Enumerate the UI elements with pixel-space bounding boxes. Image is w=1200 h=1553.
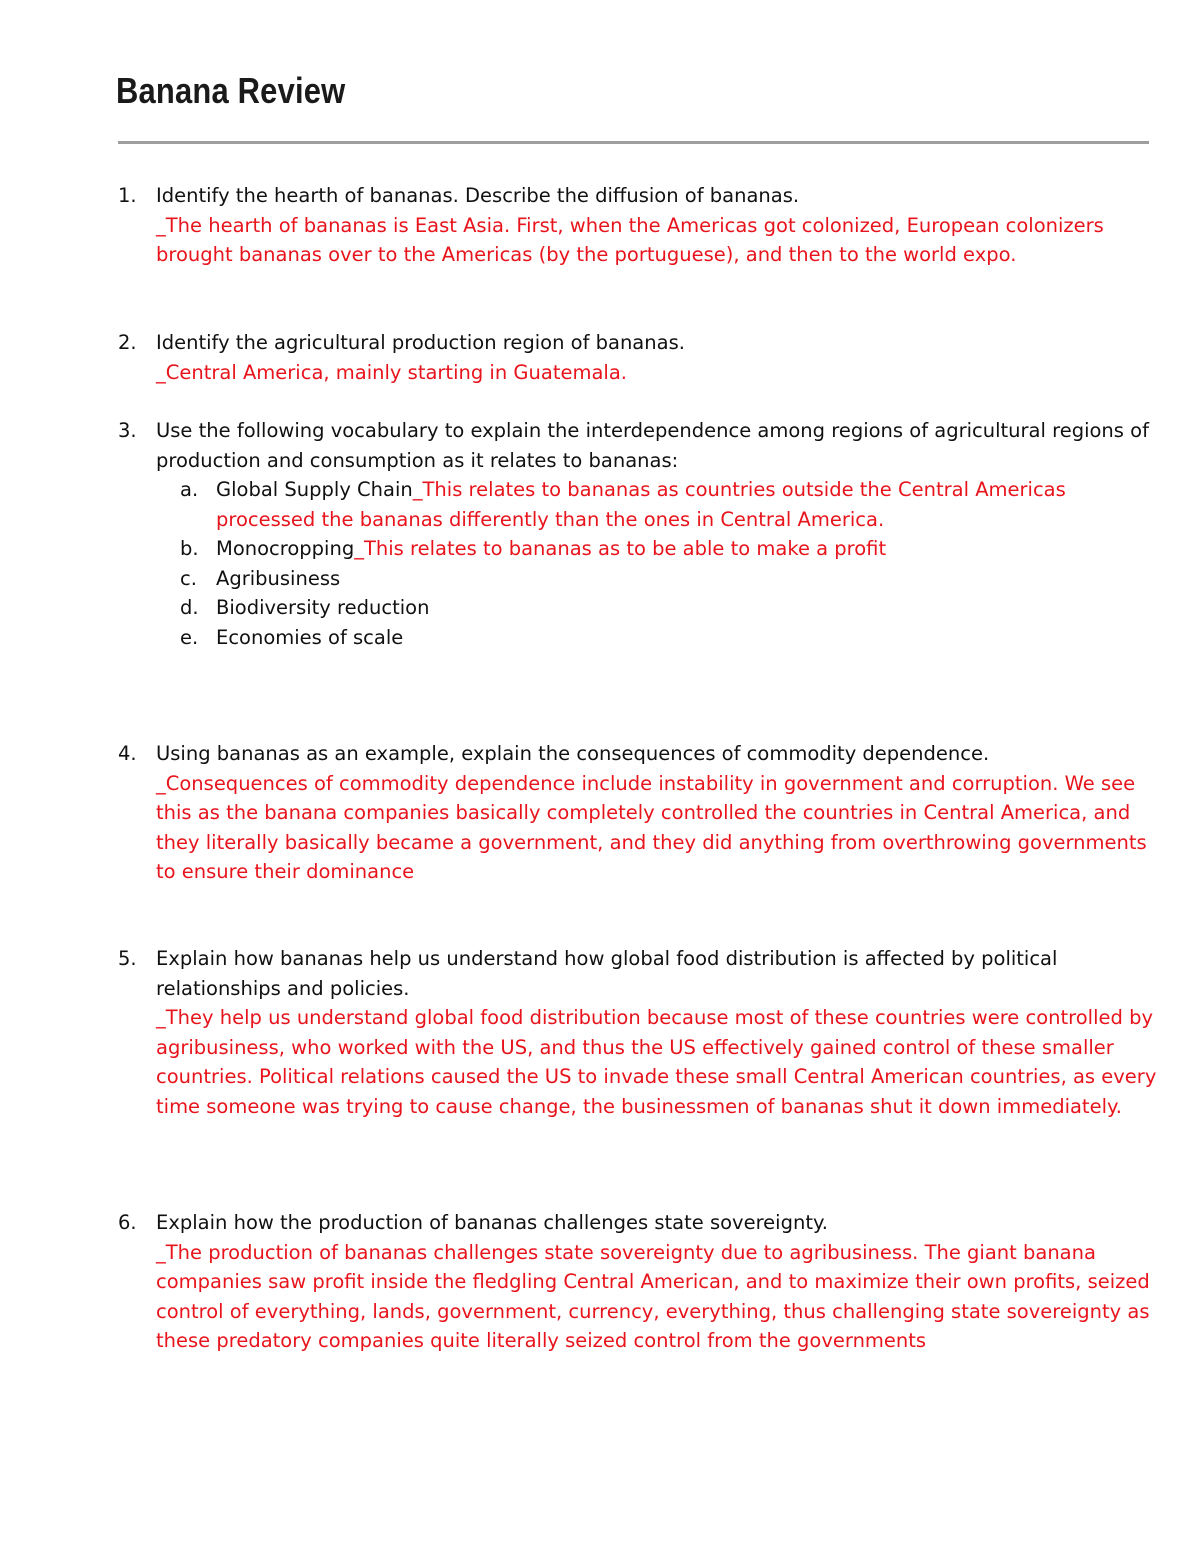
question-prompt: Use the following vocabulary to explain the interdependence among regions of agricultural regions of production and consumption as it relates to bananas: [156,419,1149,472]
answer-text: _The production of bananas challenges state sovereignty due to agribusiness. The giant banana companies saw profit inside the fledgling Central American, and to maximize their own profits, seized control of everything, lands, government, currency, everything, thus challenging state sovereignty as these predatory companies quite literally seized control from the governments [156,1240,1150,1352]
question-1 [118,181,1158,270]
question-number: 1. [118,184,137,207]
answer-text: _Central America, mainly starting in Guatemala. [156,360,627,384]
question-5 [118,944,1158,1121]
title-divider [118,141,1149,144]
question-prompt: Identify the agricultural production region of bananas. [156,331,685,354]
question-prompt: Using bananas as an example, explain the consequences of commodity dependence. [156,742,990,765]
list-item [118,564,1158,594]
list-letter: c. [180,566,197,590]
vocab-answer: _This relates to bananas as to be able to make a profit [354,537,887,560]
question-prompt: Explain how the production of bananas challenges state sovereignty. [156,1211,828,1234]
list-letter: d. [180,596,199,619]
answer-text: _Consequences of commodity dependence include instability in government and corruption. We see this as the banana companies basically completely controlled the countries in Central America, and they literally basically became a government, and they did anything from overthrowing governments to ensure their dominance [156,771,1147,883]
question-number: 4. [118,742,137,765]
list-item [118,623,1158,653]
vocab-term: Global Supply Chain [216,478,413,501]
list-letter: a. [180,478,199,501]
vocab-term: Economies of scale [216,625,404,649]
question-6 [118,1208,1158,1356]
question-3 [118,416,1158,652]
answer-text: _They help us understand global food distribution because most of these countries were controlled by agribusiness, who worked with the US, and thus the US effectively gained control of these smaller countries. Political relations caused the US to invade these small Central American countries, as every time someone was trying to cause change, the businessmen of bananas shut it down immediately. [156,1006,1157,1118]
list-item [118,475,1158,534]
question-prompt: Identify the hearth of bananas. Describe the diffusion of bananas. [156,184,800,207]
vocab-term: Monocropping [216,537,355,560]
vocabulary-list [118,475,1158,652]
answer-text: _The hearth of bananas is East Asia. First, when the Americas got colonized, European colonizers brought bananas over to the Americas (by the portuguese), and then to the world expo. [156,213,1104,266]
list-item [118,534,1158,564]
list-letter: e. [180,625,199,649]
list-item [118,593,1158,623]
question-4 [118,739,1158,887]
list-letter: b. [180,537,199,560]
vocab-answer: _This relates to bananas as countries outside the Central Americas processed the bananas differently than the ones in Central America. [216,478,1066,531]
question-prompt: Explain how bananas help us understand how global food distribution is affected by political relationships and policies. [156,947,1058,1000]
vocab-term: Agribusiness [216,566,341,590]
question-number: 2. [118,331,137,354]
question-number: 6. [118,1211,137,1234]
question-2 [118,328,1158,387]
question-number: 3. [118,419,137,442]
page-title: Banana Review [116,70,346,111]
vocab-term: Biodiversity reduction [216,596,430,619]
question-number: 5. [118,947,137,970]
